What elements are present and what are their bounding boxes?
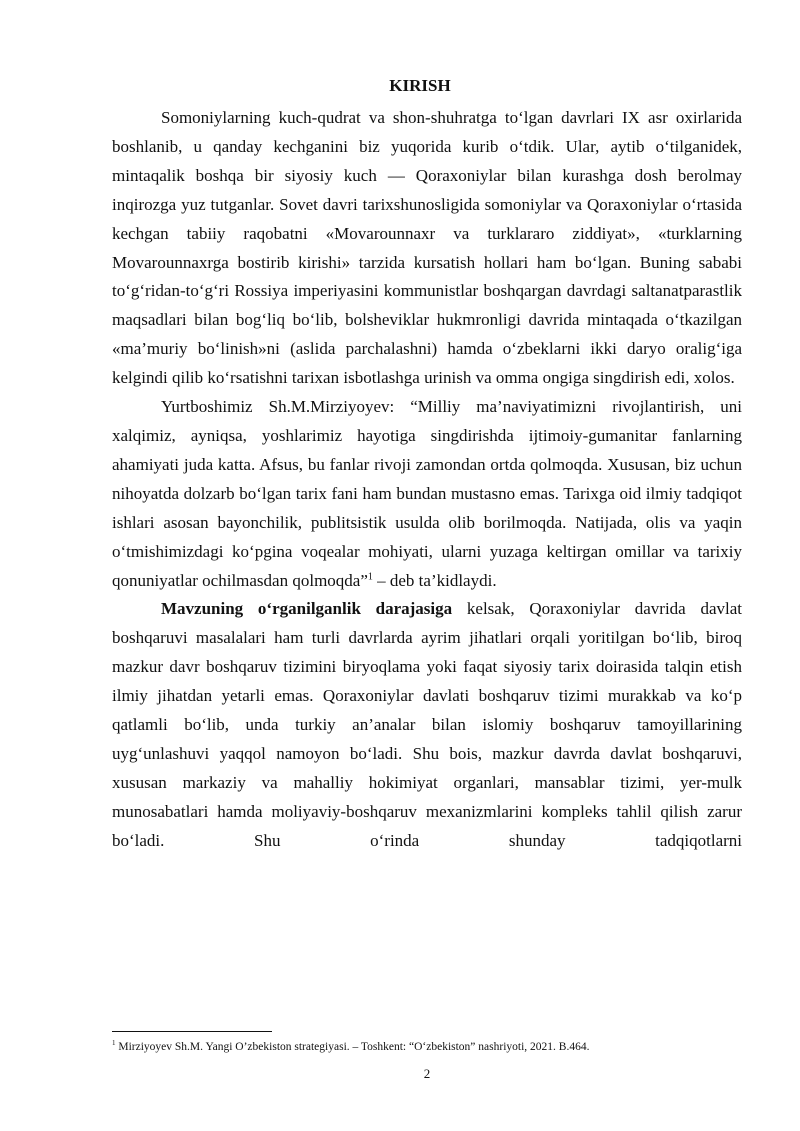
page-title: KIRISH: [389, 76, 451, 95]
footnote-divider: [112, 1031, 272, 1032]
paragraph-quote: [112, 393, 742, 595]
quote-tail: – deb ta’kidlaydi.: [372, 570, 497, 590]
footnote: [112, 1040, 752, 1054]
paragraph-intro: Somoniylarning kuch-qudrat va shon-shuhratga to‘lgan davrlari IX asr oxirlarida boshlanib, u qanday kechganini biz yuqorida kurib o‘tdik. Ular, aytib o‘tilganidek, mintaqalik boshqa bir siyosiy kuch — Qoraxoniylar bilan kurashga dosh berolmay inqirozga yuz tutganlar. Sovet davri tarixshunosligida somoniylar va Qoraxoniylar o‘rtasida kechgan tabiiy raqobatni «Movarounnaxr va turklararo ziddiyat», «turklarning Movarounnaxrga bostirib kirishi» tarzida kursatish hollari ham bo‘lgan. Buning sababi to‘g‘ridan-to‘g‘ri Rossiya imperiyasini kommunistlar boshqargan davrdagi saltanatparastlik maqsadlari bilan bog‘liq bo‘lib, bolsheviklar hukmronligi davrida mintaqada o‘tkazilgan «ma’muriy bo‘linish»ni (aslida parchalashni) hamda o‘zbeklarni ikki daryo oralig‘iga kelgindi qilib ko‘rsatishni tarixan isbotlashga urinish va omma ongiga singdirish edi, xolos.: [112, 108, 742, 388]
footnote-number: 1: [112, 1039, 116, 1048]
paragraph-study-level: [112, 595, 742, 855]
footnote-text: Mirziyoyev Sh.M. Yangi O’zbekiston strategiyasi. – Toshkent: “O‘zbekiston” nashriyoti, 2021. B.464.: [115, 1041, 590, 1053]
page-number: 2: [423, 1066, 431, 1081]
paragraph-bold-lead: Mavzuning o‘rganilganlik darajasiga: [161, 599, 453, 619]
quote-text: Yurtboshimiz Sh.M.Mirziyoyev: “Milliy ma’naviyatimizni rivojlantirish, uni xalqimiz, ayniqsa, yoshlarimiz hayotiga singdirishda ijtimoiy-gumanitar fanlarning ahamiyati juda katta. Afsus, bu fanlar rivoji zamondan ortda qolmoqda. Xususan, biz uchun nihoyatda dolzarb bo‘lgan tarix fani ham bundan mustasno emas. Tarixga oid ilmiy tadqiqot ishlari asosan bayonchilik, publitsistik usulda olib borilmoqda. Natijada, olis va yaqin o‘tmishimizdagi ko‘pgina voqealar mohiyati, ularni yuzaga keltirgan omillar va tarixiy qonuniyatlar ochilmasdan qolmoqda”: [112, 397, 742, 590]
paragraph-study-text: kelsak, Qoraxoniylar davrida davlat boshqaruvi masalalari ham turli davrlarda ayrim jihatlari orqali yoritilgan bo‘lib, biroq mazkur davr boshqaruv tizimini biryoqlama yoki faqat siyosiy tarix doirasida talqin etish ilmiy jihatdan yetarli emas. Qoraxoniylar davlati boshqaruv tizimi murakkab va ko‘p qatlamli bo‘lib, unda turkiy an’analar bilan islomiy boshqaruv tamoyillarining uyg‘unlashuvi yaqqol namoyon bo‘ladi. Shu bois, mazkur davrda davlat boshqaruvi, xususan markaziy va mahalliy hokimiyat organlari, mansablar tizimi, yer-mulk munosabatlari hamda moliyaviy-boshqaruv mexanizmlarini kompleks tahlil qilish zarur bo‘ladi. Shu o‘rinda shunday tadqiqotlarni: [112, 599, 743, 850]
footnote-reference[interactable]: 1: [367, 570, 373, 582]
document-body: [112, 104, 742, 856]
